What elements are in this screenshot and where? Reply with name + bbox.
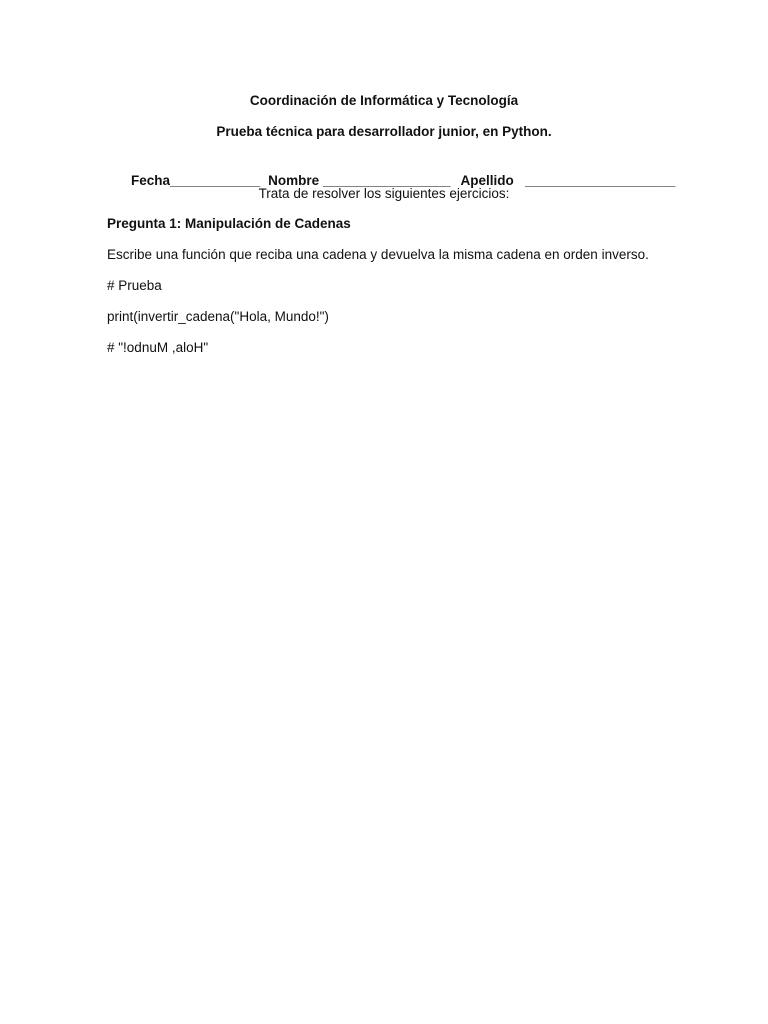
instructions-text: Trata de resolver los siguientes ejercicios: [258,186,510,201]
code-line: print(invertir_cadena("Hola, Mundo!") [107,309,329,324]
code-comment-result: # "!odnuM ,aloH" [107,340,209,355]
document-subheading: Prueba técnica para desarrollador junior, en Python. [216,124,552,139]
code-comment-test: # Prueba [107,278,162,293]
document-heading: Coordinación de Informática y Tecnología [249,93,519,108]
question-title: Pregunta 1: Manipulación de Cadenas [107,216,351,231]
nombre-field: Nombre _________________ [268,173,451,188]
apellido-field: Apellido ____________________ [460,173,676,188]
fecha-field: Fecha____________ [131,173,261,188]
question-text: Escribe una función que reciba una cadena y devuelva la misma cadena en orden inverso. [107,247,649,262]
